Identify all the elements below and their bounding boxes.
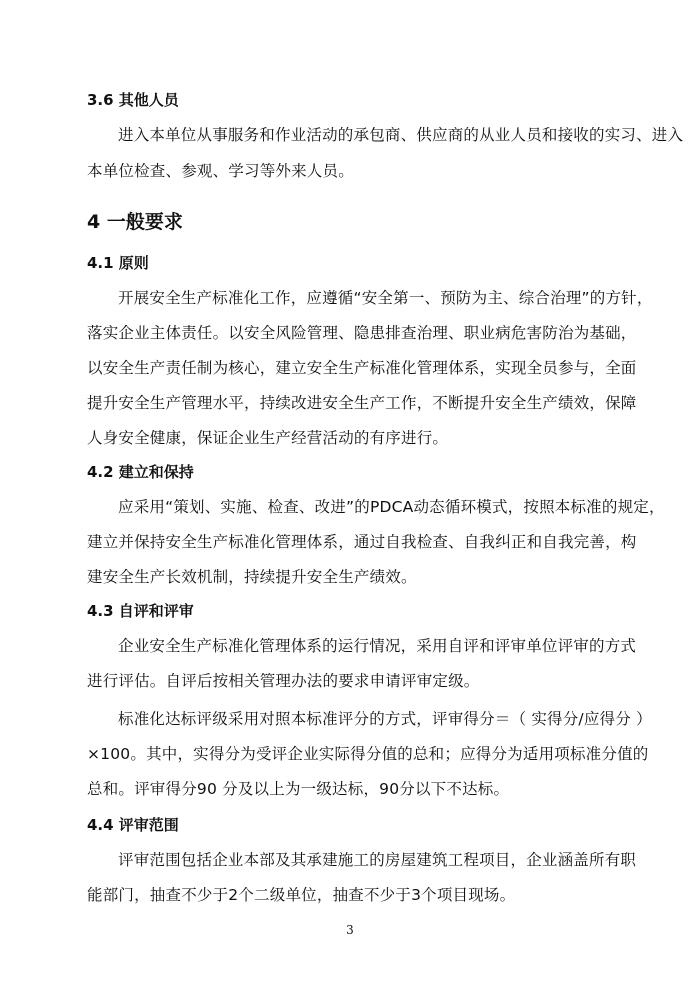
section-heading-4-4: 4.4 评审范围 (87, 816, 179, 834)
paragraph-line: 本单位检查、参观、学习等外来人员。 (87, 162, 354, 180)
paragraph-line: 落实企业主体责任。以安全风险管理、隐患排查治理、职业病危害防治为基础， (87, 324, 637, 342)
paragraph-line: 进行评估。自评后按相关管理办法的要求申请评审定级。 (87, 672, 480, 690)
paragraph-line: 以安全生产责任制为核心，建立安全生产标准化管理体系，实现全员参与，全面 (87, 359, 637, 377)
section-heading-3-6: 3.6 其他人员 (87, 91, 179, 109)
section-heading-4-2: 4.2 建立和保持 (87, 463, 194, 481)
paragraph-line: 开展安全生产标准化工作，应遵循“安全第一、预防为主、综合治理”的方针， (118, 289, 653, 307)
paragraph-line: 总和。评审得分90 分及以上为一级达标，90分以下不达标。 (87, 780, 510, 798)
paragraph-line: 提升安全生产管理水平，持续改进安全生产工作，不断提升安全生产绩效，保障 (87, 394, 637, 412)
paragraph-line: 企业安全生产标准化管理体系的运行情况，采用自评和评审单位评审的方式 (118, 637, 637, 655)
chapter-heading-4: 4 一般要求 (87, 211, 183, 233)
paragraph-line: 能部门，抽查不少于2个二级单位，抽查不少于3个项目现场。 (87, 886, 516, 904)
section-heading-4-3: 4.3 自评和评审 (87, 602, 194, 620)
paragraph-line: 建安全生产长效机制，持续提升安全生产绩效。 (87, 568, 417, 586)
paragraph-line: ×100。其中，实得分为受评企业实际得分值的总和；应得分为适用项标准分值的 (87, 745, 649, 763)
page-number: 3 (346, 923, 354, 937)
paragraph-line: 建立并保持安全生产标准化管理体系，通过自我检查、自我纠正和自我完善，构 (87, 533, 637, 551)
paragraph-line: 应采用“策划、实施、检查、改进”的PDCA动态循环模式，按照本标准的规定， (118, 498, 665, 516)
paragraph-line: 标准化达标评级采用对照本标准评分的方式，评审得分＝（ 实得分/应得分 ） (118, 710, 652, 728)
section-heading-4-1: 4.1 原则 (87, 254, 149, 272)
paragraph-line: 进入本单位从事服务和作业活动的承包商、供应商的从业人员和接收的实习、进入 (118, 126, 684, 144)
paragraph-line: 评审范围包括企业本部及其承建施工的房屋建筑工程项目，企业涵盖所有职 (118, 851, 637, 869)
paragraph-line: 人身安全健康，保证企业生产经营活动的有序进行。 (87, 429, 449, 447)
